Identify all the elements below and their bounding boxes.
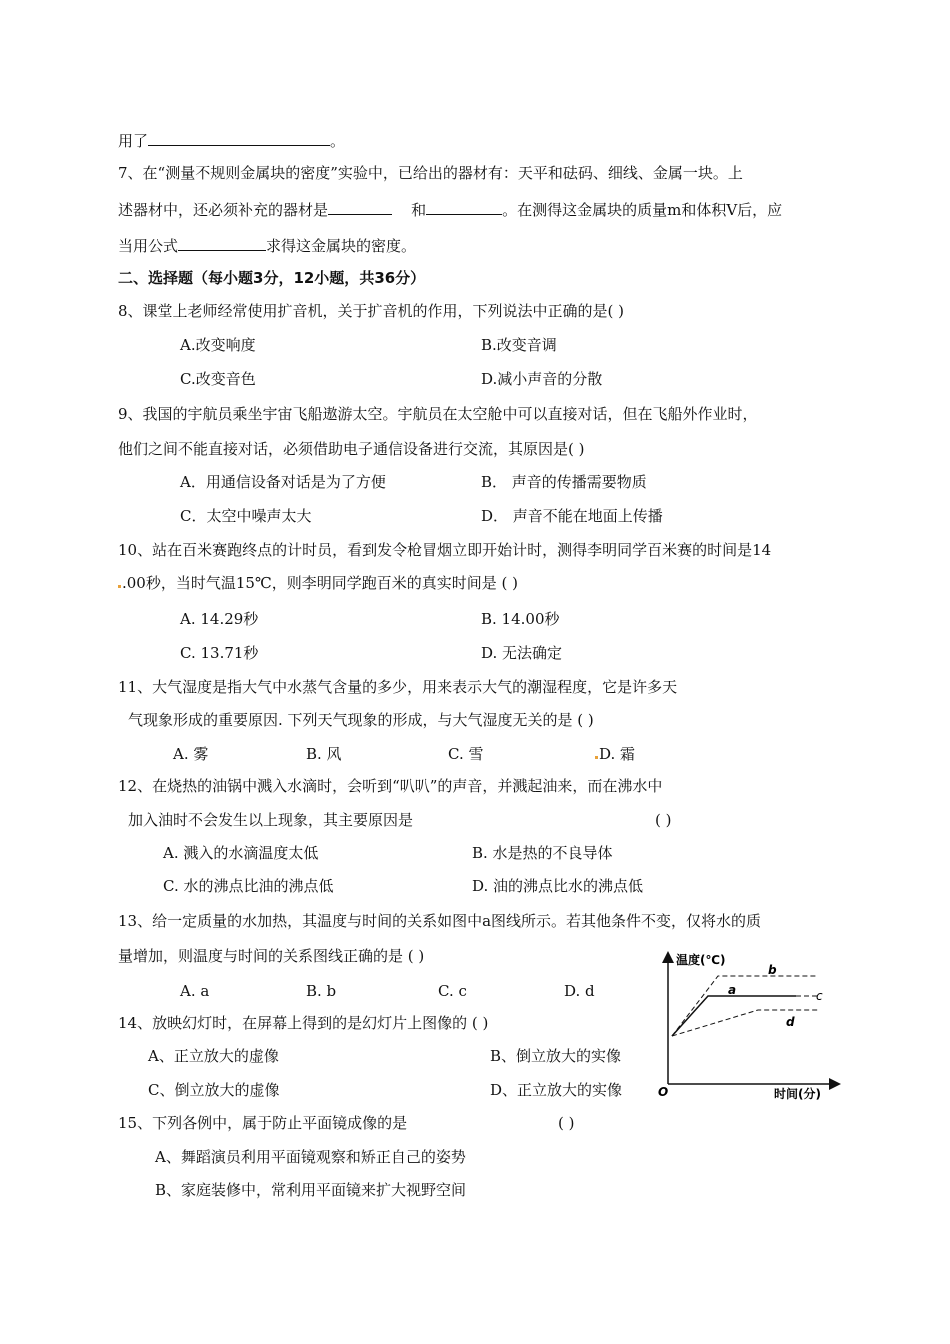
curve-label-a: a (728, 983, 737, 997)
orange-mark (118, 585, 121, 588)
q14-option-d[interactable]: D、正立放大的实像 (490, 1081, 623, 1099)
q14-stem: 14、放映幻灯时，在屏幕上得到的是幻灯片上图像的 ( ) (118, 1014, 489, 1032)
q14-option-b[interactable]: B、倒立放大的实像 (490, 1047, 622, 1065)
q10-line2-text: .00秒，当时气温15℃，则李明同学跑百米的真实时间是 ( ) (122, 574, 518, 592)
q11-option-d[interactable] (595, 744, 635, 764)
q12-line2-text: 加入油时不会发生以上现象，其主要原因是 (128, 811, 414, 829)
q7-text-b: 和 (411, 201, 427, 219)
q9-line1: 9、我国的宇航员乘坐宇宙飞船遨游太空。宇航员在太空舱中可以直接对话，但在飞船外作业时， (118, 405, 758, 423)
q14-option-a[interactable]: A、正立放大的虚像 (148, 1047, 279, 1065)
curve-b (672, 976, 818, 1036)
q15-option-a[interactable]: A、舞蹈演员利用平面镜观察和矫正自己的姿势 (155, 1148, 466, 1166)
q11-line2: 气现象形成的重要原因. 下列天气现象的形成，与大气湿度无关的是 ( ) (128, 711, 594, 729)
q7-text-e: 求得这金属块的密度。 (266, 237, 417, 255)
q13-option-a[interactable]: A. a (180, 982, 210, 1000)
q13-option-b[interactable]: B. b (306, 982, 337, 1000)
q10-option-a[interactable]: A. 14.29秒 (180, 610, 259, 628)
q12-answer-paren: ( ) (655, 811, 672, 829)
q8-option-d[interactable]: D.减小声音的分散 (481, 370, 603, 388)
curve-label-c: c (816, 989, 823, 1003)
q12-option-d[interactable]: D. 油的沸点比水的沸点低 (472, 877, 644, 895)
q9-option-a[interactable]: A．用通信设备对话是为了方便 (180, 473, 386, 491)
q12-option-b[interactable]: B. 水是热的不良导体 (472, 844, 613, 862)
q9-option-c[interactable]: C．太空中噪声太大 (180, 507, 312, 525)
q8-option-b[interactable]: B.改变音调 (481, 336, 557, 354)
q7-text-a: 述器材中，还必须补充的器材是 (118, 201, 329, 219)
q9-option-d[interactable]: D． 声音不能在地面上传播 (481, 507, 663, 525)
q11-option-b[interactable]: B. 风 (306, 745, 342, 763)
q10-option-b[interactable]: B. 14.00秒 (481, 610, 560, 628)
q8-option-a[interactable]: A.改变响度 (180, 336, 256, 354)
q9-option-b[interactable]: B． 声音的传播需要物质 (481, 473, 647, 491)
q15-answer-paren: ( ) (558, 1114, 575, 1132)
origin-label: O (658, 1085, 669, 1099)
q6-suffix: 。 (330, 132, 346, 150)
q11-option-a[interactable]: A. 雾 (173, 745, 209, 763)
q10-line1: 10、站在百米赛跑终点的计时员，看到发令枪冒烟立即开始计时，测得李明同学百米赛的时间是14 (118, 541, 772, 559)
q8-stem: 8、课堂上老师经常使用扩音机，关于扩音机的作用，下列说法中正确的是( ) (118, 302, 625, 320)
q15-stem: 15、下列各例中，属于防止平面镜成像的是 (118, 1114, 408, 1132)
q7-text-d: 当用公式 (118, 237, 179, 255)
q13-option-c[interactable]: C. c (438, 982, 467, 1000)
curve-d (672, 1010, 818, 1036)
orange-mark (595, 756, 598, 759)
section-title: 二、选择题（每小题3分，12小题，共36分） (118, 269, 426, 287)
q7-line2 (118, 199, 782, 220)
q7-answer-blank-1[interactable] (328, 199, 392, 215)
q11-option-d-label: D. 霜 (599, 745, 636, 763)
y-axis-label: 温度(℃) (676, 953, 726, 967)
q7-formula-blank[interactable] (178, 235, 266, 251)
q10-line2 (118, 573, 518, 593)
q12-option-c[interactable]: C. 水的沸点比油的沸点低 (163, 877, 334, 895)
q12-option-a[interactable]: A. 溅入的水滴温度太低 (163, 844, 319, 862)
q14-option-c[interactable]: C、倒立放大的虚像 (148, 1081, 280, 1099)
curve-label-d: d (786, 1015, 795, 1029)
q6-prefix: 用了 (118, 132, 149, 150)
q13-line2: 量增加，则温度与时间的关系图线正确的是 ( ) (118, 947, 425, 965)
q7-text-c: 。在测得这金属块的质量m和体积V后，应 (502, 201, 783, 219)
q8-option-c[interactable]: C.改变音色 (180, 370, 256, 388)
temperature-time-figure (656, 950, 846, 1100)
q9-line2: 他们之间不能直接对话，必须借助电子通信设备进行交流，其原因是( ) (118, 440, 585, 458)
q15-option-b[interactable]: B、家庭装修中，常利用平面镜来扩大视野空间 (155, 1181, 467, 1199)
q12-line1: 12、在烧热的油锅中溅入水滴时，会听到“叭叭”的声音，并溅起油来，而在沸水中 (118, 777, 663, 795)
q11-line1: 11、大气湿度是指大气中水蒸气含量的多少，用来表示大气的潮湿程度，它是许多天 (118, 678, 678, 696)
curve-label-b: b (768, 963, 777, 977)
q6-answer-blank[interactable] (148, 130, 330, 146)
q10-option-d[interactable]: D. 无法确定 (481, 644, 563, 662)
q13-option-d[interactable]: D. d (564, 982, 595, 1000)
q12-line2 (128, 810, 413, 830)
q6-line (118, 130, 345, 151)
q7-answer-blank-2[interactable] (426, 199, 502, 215)
q13-line1: 13、给一定质量的水加热，其温度与时间的关系如图中a图线所示。若其他条件不变，仅将水的质 (118, 912, 762, 930)
x-axis-label: 时间(分) (774, 1087, 821, 1101)
q7-line1: 7、在“测量不规则金属块的密度”实验中，已给出的器材有：天平和砝码、细线、金属一块。上 (118, 164, 743, 182)
q7-line3 (118, 235, 416, 256)
q10-option-c[interactable]: C. 13.71秒 (180, 644, 259, 662)
q11-option-c[interactable]: C. 雪 (448, 745, 484, 763)
